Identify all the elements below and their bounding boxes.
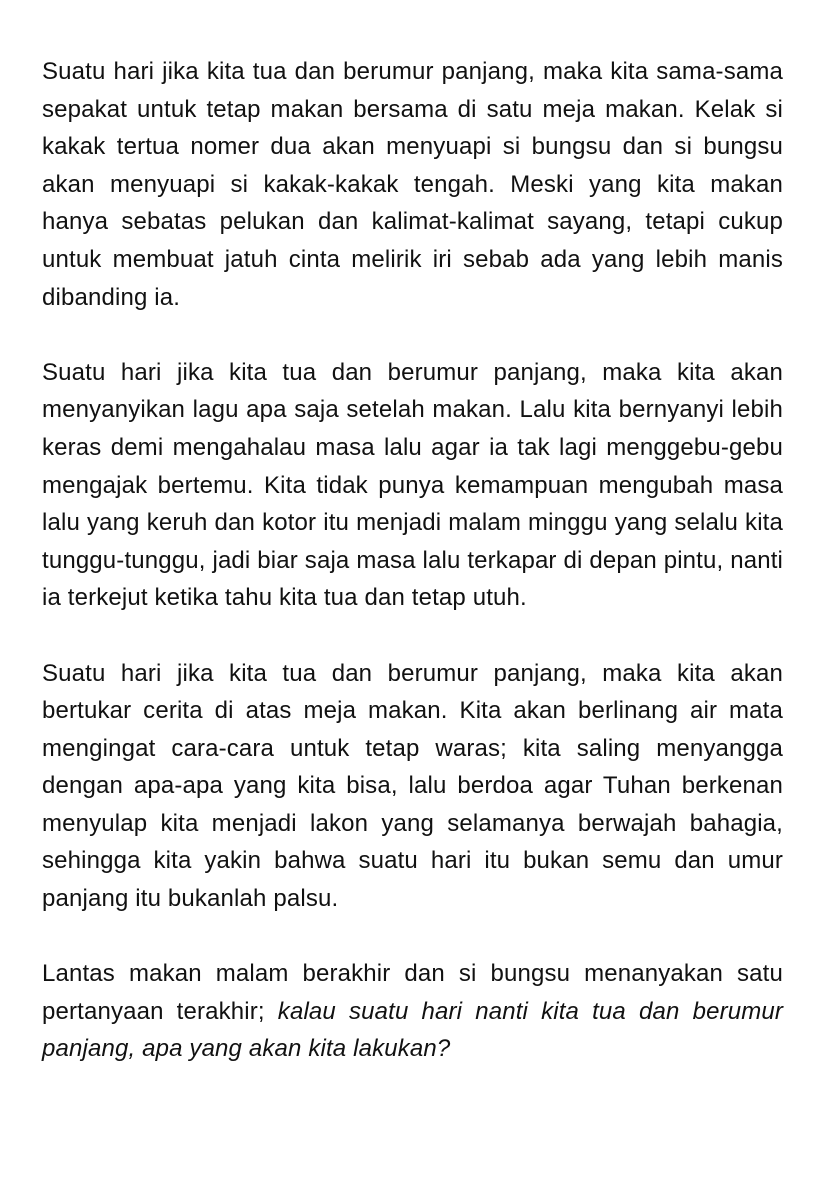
closing-question: kalau suatu hari nanti kita tua dan berumur panjang, apa yang akan kita lakukan?	[42, 997, 783, 1063]
document-body	[42, 53, 783, 1068]
paragraph-2: Suatu hari jika kita tua dan berumur panjang, maka kita akan menyanyikan lagu apa saja setelah makan. Lalu kita bernyanyi lebih keras demi mengahalau masa lalu agar ia tak lagi menggebu-gebu mengajak bertemu. Kita tidak punya kemampuan mengubah masa lalu yang keruh dan kotor itu menjadi malam minggu yang selalu kita tunggu-tunggu, jadi biar saja masa lalu terkapar di depan pintu, nanti ia terkejut ketika tahu kita tua dan tetap utuh.	[42, 358, 783, 612]
paragraph-3: Suatu hari jika kita tua dan berumur panjang, maka kita akan bertukar cerita di atas meja makan. Kita akan berlinang air mata mengingat cara-cara untuk tetap waras; kita saling menyangga dengan apa-apa yang kita bisa, lalu berdoa agar Tuhan berkenan menyulap kita menjadi lakon yang selamanya berwajah bahagia, sehingga kita yakin bahwa suatu hari itu bukan semu dan umur panjang itu bukanlah palsu.	[42, 659, 783, 913]
closing-text: Lantas makan malam berakhir dan si bungsu menanyakan satu pertanyaan terakhir;	[42, 960, 783, 1025]
paragraph-1: Suatu hari jika kita tua dan berumur panjang, maka kita sama-sama sepakat untuk tetap makan bersama di satu meja makan. Kelak si kakak tertua nomer dua akan menyuapi si bungsu dan si bungsu akan menyuapi si kakak-kakak tengah. Meski yang kita makan hanya sebatas pelukan dan kalimat-kalimat sayang, tetapi cukup untuk membuat jatuh cinta melirik iri sebab ada yang lebih manis dibanding ia.	[42, 58, 783, 311]
closing-paragraph	[42, 955, 783, 1068]
